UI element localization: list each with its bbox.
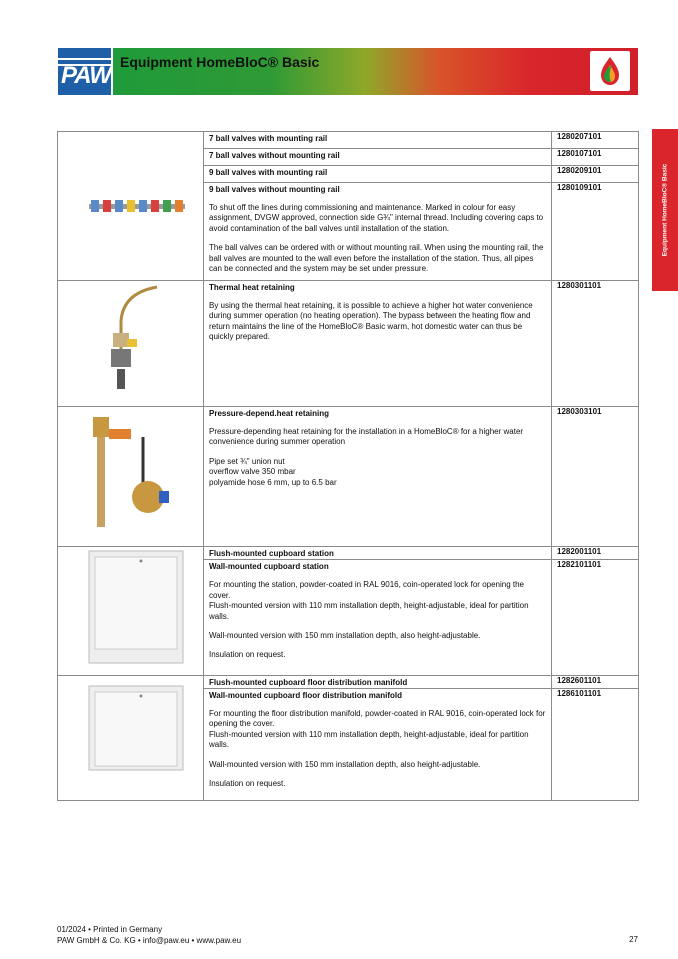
product-name: 7 ball valves without mounting rail	[209, 151, 340, 160]
table-row	[58, 281, 639, 407]
flame-drop-icon	[590, 51, 630, 91]
product-table	[57, 131, 639, 801]
article-number: 1282601101	[552, 676, 639, 689]
product-description	[209, 203, 546, 274]
description-paragraph: Insulation on request.	[209, 778, 286, 788]
description-paragraph: The ball valves can be ordered with or without mounting rail. When using the mounting rail, the ball valves are mounted to the wall even before the installation of the station. Thus, all pipes can be connected and the system may be set under pressure.	[209, 243, 544, 274]
description-paragraph: By using the thermal heat retaining, it is possible to achieve a higher hot water convenience during summer operation (no heating operation). The bypass between the heating flow and return maintains the line of the HomeBloC® Basic warm, hot domestic water can thus be quickly prepared.	[209, 301, 533, 342]
table-row	[58, 407, 639, 547]
cupboard-manifold-image	[58, 676, 204, 801]
product-description	[209, 580, 546, 660]
footer-company-info: PAW GmbH & Co. KG • info@paw.eu • www.paw.eu	[57, 935, 242, 945]
side-section-tab	[652, 129, 678, 291]
logo-text: PAW	[61, 62, 111, 89]
page-number: 27	[629, 935, 638, 944]
product-description	[209, 427, 546, 488]
description-paragraph: For mounting the station, powder-coated in RAL 9016, coin-operated lock for opening the cover. Flush-mounted version with 110 mm installation depth, height-adjustable, ideal for partition walls.	[209, 580, 529, 621]
product-name: 9 ball valves without mounting rail	[209, 185, 340, 194]
article-number: 1282101101	[552, 560, 639, 676]
table-row	[58, 547, 639, 560]
article-number: 1280209101	[552, 166, 639, 183]
product-description	[209, 301, 546, 343]
cupboard-station-image	[58, 547, 204, 676]
article-number: 1282001101	[552, 547, 639, 560]
product-name: Flush-mounted cupboard station	[209, 549, 334, 558]
product-description	[209, 709, 546, 789]
pressure-heat-retaining-image	[58, 407, 204, 547]
ball-valve-rail-image	[58, 132, 204, 281]
footer-print-info: 01/2024 • Printed in Germany	[57, 925, 163, 934]
paw-logo	[58, 48, 111, 95]
product-name: Flush-mounted cupboard floor distribution manifold	[209, 678, 408, 687]
side-tab-label: Equipment HomeBloC® Basic	[661, 163, 669, 257]
page-title: Equipment HomeBloC® Basic	[120, 54, 320, 70]
description-paragraph: Wall-mounted version with 150 mm installation depth, also height-adjustable.	[209, 759, 481, 769]
article-number: 1280301101	[552, 281, 639, 407]
thermal-heat-retaining-image	[58, 281, 204, 407]
product-name: Thermal heat retaining	[209, 283, 295, 292]
table-row	[58, 132, 639, 149]
product-name: Wall-mounted cupboard floor distribution manifold	[209, 690, 403, 700]
description-paragraph: For mounting the floor distribution manifold, powder-coated in RAL 9016, coin-operated lock for opening the cover. Flush-mounted version with 110 mm installation depth, height-adjustable, ideal for partition walls.	[209, 708, 546, 750]
article-number: 1280207101	[552, 132, 639, 149]
article-number: 1280303101	[552, 407, 639, 547]
description-paragraph: Insulation on request.	[209, 650, 286, 660]
article-number: 1280107101	[552, 149, 639, 166]
article-number: 1286101101	[552, 688, 639, 800]
description-paragraph: Pressure-depending heat retaining for the installation in a HomeBloC® for a higher water convenience during summer operation	[209, 427, 524, 447]
product-name: Pressure-depend.heat retaining	[209, 409, 330, 418]
header-bar	[113, 48, 638, 95]
product-name: 9 ball valves with mounting rail	[209, 168, 328, 177]
description-paragraph: Pipe set ¾" union nut overflow valve 350 mbar polyamide hose 6 mm, up to 6.5 bar	[209, 456, 337, 487]
description-paragraph: Wall-mounted version with 150 mm installation depth, also height-adjustable.	[209, 630, 481, 640]
article-number: 1280109101	[552, 183, 639, 281]
description-paragraph: To shut off the lines during commissioning and maintenance. Marked in colour for easy assignment, DVGW approved, connection side G¾" internal thread. Including covering caps to avoid contamination of the ball valves until installation of the station.	[209, 203, 544, 233]
product-name: 7 ball valves with mounting rail	[209, 134, 328, 143]
table-row	[58, 676, 639, 689]
footer	[57, 925, 241, 946]
product-name: Wall-mounted cupboard station	[209, 562, 329, 572]
